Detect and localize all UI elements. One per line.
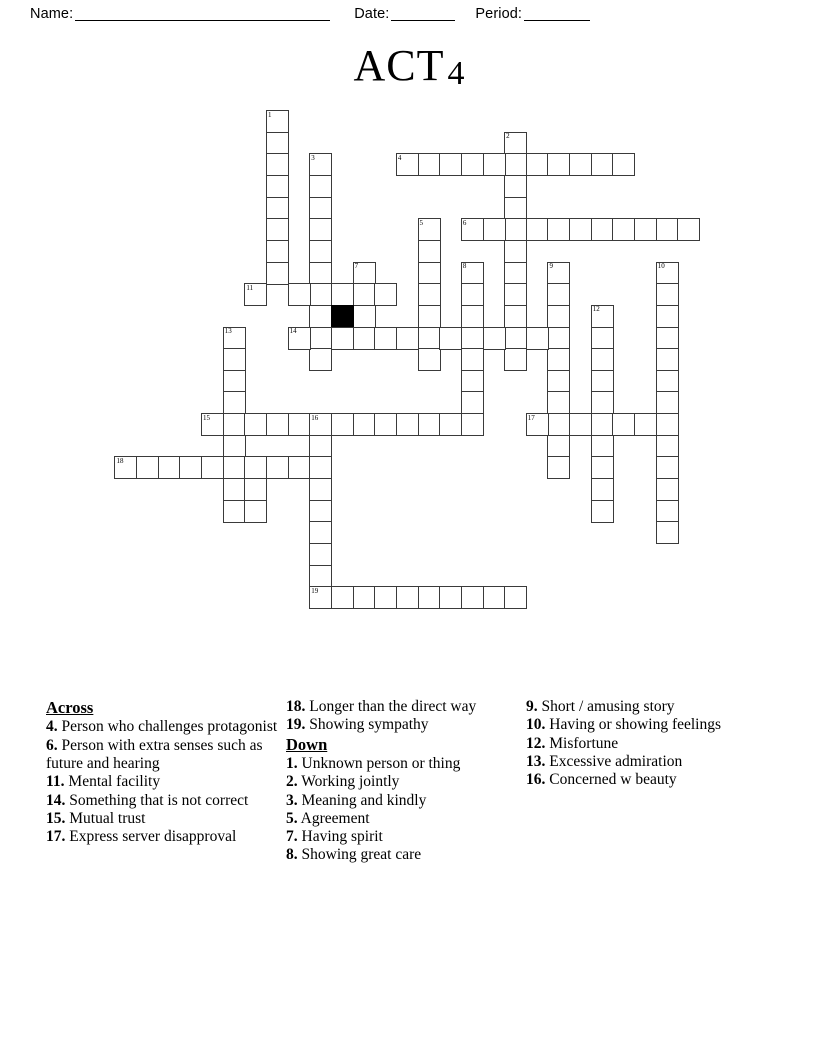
grid-cell[interactable]: [309, 456, 332, 479]
grid-cell[interactable]: [266, 197, 289, 220]
page-title-number: 4: [447, 55, 466, 92]
grid-cell[interactable]: [656, 478, 679, 501]
grid-cell[interactable]: [504, 218, 527, 241]
grid-cell[interactable]: [547, 348, 570, 371]
grid-cell[interactable]: [461, 327, 484, 350]
clue-text: Misfortune: [545, 734, 619, 752]
grid-cell[interactable]: [353, 586, 376, 609]
grid-cell[interactable]: [504, 262, 527, 285]
clue-item: [286, 828, 518, 846]
grid-cell[interactable]: [266, 413, 289, 436]
clue-item: [286, 755, 518, 773]
grid-cell[interactable]: [418, 262, 441, 285]
grid-cell[interactable]: [353, 283, 376, 306]
grid-cell[interactable]: [656, 327, 679, 350]
grid-cell-number: 10: [657, 262, 665, 271]
grid-cell[interactable]: [309, 500, 332, 523]
grid-cell[interactable]: [309, 197, 332, 220]
clue-text: Showing great care: [297, 846, 422, 864]
grid-cell[interactable]: [288, 283, 311, 306]
grid-cell[interactable]: [656, 262, 679, 285]
grid-cell-number: 19: [311, 586, 319, 595]
grid-cell[interactable]: [547, 283, 570, 306]
grid-cell[interactable]: [656, 413, 679, 436]
grid-cell-number: 5: [419, 218, 424, 227]
grid-cell-number: 18: [116, 456, 124, 465]
date-label: Date:: [354, 6, 390, 22]
grid-cell[interactable]: [461, 153, 484, 176]
clue-text: Longer than the direct way: [305, 698, 477, 715]
grid-cell[interactable]: [353, 305, 376, 328]
grid-cell[interactable]: [591, 435, 614, 458]
grid-cell[interactable]: [309, 175, 332, 198]
clue-item: [46, 810, 278, 828]
clue-text: Concerned w beauty: [545, 771, 677, 789]
grid-cell[interactable]: [591, 456, 614, 479]
grid-cell[interactable]: [396, 413, 419, 436]
grid-cell[interactable]: [656, 521, 679, 544]
grid-cell[interactable]: [504, 305, 527, 328]
clue-item: [286, 810, 518, 828]
clue-number: 19.: [286, 716, 306, 734]
grid-cell[interactable]: [526, 153, 549, 176]
grid-cell[interactable]: [526, 218, 549, 241]
grid-cell[interactable]: [396, 586, 419, 609]
grid-cell[interactable]: [656, 391, 679, 414]
grid-cell[interactable]: [309, 521, 332, 544]
grid-cell[interactable]: [223, 435, 246, 458]
grid-cell-number: 4: [397, 153, 402, 162]
clue-text: Person with extra senses such as future and hearing: [46, 736, 263, 773]
grid-cell[interactable]: [504, 327, 527, 350]
grid-cell[interactable]: [266, 240, 289, 263]
grid-cell[interactable]: [634, 218, 657, 241]
grid-cell[interactable]: [483, 327, 506, 350]
grid-cell[interactable]: [309, 435, 332, 458]
grid-cell[interactable]: [374, 327, 397, 350]
clue-section-heading: Across: [46, 698, 94, 717]
clue-text: Person who challenges protagonist: [57, 718, 278, 736]
grid-cell[interactable]: [418, 586, 441, 609]
grid-cell[interactable]: [612, 153, 635, 176]
grid-cell[interactable]: [309, 348, 332, 371]
grid-cell[interactable]: [353, 413, 376, 436]
grid-cell[interactable]: [418, 305, 441, 328]
clue-number: 10.: [526, 716, 546, 734]
grid-cell[interactable]: [374, 413, 397, 436]
clue-item: [526, 735, 766, 753]
clue-text: Unknown person or thing: [297, 755, 461, 773]
grid-cell[interactable]: [656, 370, 679, 393]
grid-cell[interactable]: [461, 305, 484, 328]
grid-cell-number: 8: [462, 262, 467, 271]
grid-cell[interactable]: [244, 413, 267, 436]
grid-cell[interactable]: [396, 153, 419, 176]
grid-cell[interactable]: [309, 565, 332, 588]
grid-cell[interactable]: [634, 413, 657, 436]
clue-number: 3.: [286, 791, 298, 809]
grid-cell[interactable]: [547, 391, 570, 414]
clue-item: [286, 773, 518, 791]
grid-cell-number: 6: [462, 218, 467, 227]
grid-cell[interactable]: [439, 327, 462, 350]
grid-cell[interactable]: [223, 370, 246, 393]
grid-cell[interactable]: [331, 283, 354, 306]
grid-cell[interactable]: [591, 391, 614, 414]
grid-cell[interactable]: [461, 218, 484, 241]
clue-number: 15.: [46, 809, 66, 827]
grid-cell[interactable]: [461, 370, 484, 393]
clue-list: [46, 698, 776, 988]
grid-cell-number: 16: [311, 413, 319, 422]
grid-cell[interactable]: [591, 478, 614, 501]
grid-cell[interactable]: [504, 586, 527, 609]
grid-cell-number: 3: [311, 153, 315, 162]
grid-cell[interactable]: [266, 262, 289, 285]
grid-cell[interactable]: [309, 478, 332, 501]
clue-section-heading: Down: [286, 734, 328, 754]
clue-number: 8.: [286, 846, 298, 864]
grid-cell[interactable]: [136, 456, 159, 479]
grid-cell[interactable]: [483, 218, 506, 241]
clue-column-1: [46, 698, 286, 846]
grid-cell[interactable]: [547, 153, 570, 176]
clue-item: [286, 698, 518, 716]
clue-item: [286, 846, 518, 864]
grid-cell[interactable]: [309, 543, 332, 566]
grid-cell[interactable]: [569, 413, 592, 436]
clue-item: [526, 716, 766, 734]
grid-cell[interactable]: [591, 327, 614, 350]
name-label: Name:: [30, 6, 74, 22]
grid-cell-number: 7: [354, 262, 359, 271]
grid-cell[interactable]: [461, 348, 484, 371]
clue-text: Meaning and kindly: [297, 791, 427, 809]
clue-number: 18.: [286, 698, 306, 715]
grid-cell[interactable]: [439, 153, 462, 176]
grid-cell-number: 12: [592, 305, 600, 314]
clue-text: Short / amusing story: [537, 698, 675, 715]
grid-cell[interactable]: [569, 218, 592, 241]
grid-cell[interactable]: [309, 327, 332, 350]
grid-cell[interactable]: [353, 327, 376, 350]
grid-cell[interactable]: [656, 456, 679, 479]
clue-text: Agreement: [297, 809, 370, 827]
grid-cell[interactable]: [418, 348, 441, 371]
grid-cell[interactable]: [309, 262, 332, 285]
grid-cell[interactable]: [309, 283, 332, 306]
grid-cell[interactable]: [591, 218, 614, 241]
grid-cell[interactable]: [547, 262, 570, 285]
grid-cell[interactable]: [288, 413, 311, 436]
grid-cell[interactable]: [504, 197, 527, 220]
grid-cell[interactable]: [309, 413, 332, 436]
clue-item: [46, 792, 278, 810]
grid-cell[interactable]: [504, 283, 527, 306]
grid-cell[interactable]: [526, 327, 549, 350]
grid-cell[interactable]: [612, 413, 635, 436]
grid-cell[interactable]: [483, 586, 506, 609]
clue-text: Express server disapproval: [65, 828, 237, 846]
clue-item: [46, 773, 278, 791]
clue-item: [46, 718, 278, 736]
clue-number: 2.: [286, 773, 298, 791]
grid-cell[interactable]: [461, 413, 484, 436]
grid-cell[interactable]: [374, 283, 397, 306]
grid-cell[interactable]: [418, 327, 441, 350]
grid-cell[interactable]: [266, 456, 289, 479]
grid-cell[interactable]: [309, 240, 332, 263]
grid-cell[interactable]: [591, 370, 614, 393]
grid-cell[interactable]: [547, 327, 570, 350]
grid-cell[interactable]: [504, 240, 527, 263]
grid-cell[interactable]: [266, 175, 289, 198]
grid-cell[interactable]: [288, 456, 311, 479]
grid-cell[interactable]: [461, 262, 484, 285]
clue-item: [46, 737, 278, 774]
grid-cell[interactable]: [547, 370, 570, 393]
grid-cell-number: 14: [289, 327, 297, 335]
grid-cell[interactable]: [504, 132, 527, 155]
clue-number: 16.: [526, 771, 546, 789]
grid-cell[interactable]: [591, 413, 614, 436]
grid-cell[interactable]: [656, 218, 679, 241]
grid-cell[interactable]: [418, 153, 441, 176]
grid-cell[interactable]: [439, 413, 462, 436]
grid-cell[interactable]: [612, 218, 635, 241]
grid-cell[interactable]: [374, 586, 397, 609]
grid-cell[interactable]: [223, 413, 246, 436]
grid-cell-number: 17: [527, 413, 535, 422]
grid-cell[interactable]: [418, 283, 441, 306]
grid-cell[interactable]: [266, 153, 289, 176]
clue-column-2: [286, 698, 526, 865]
grid-cell[interactable]: [114, 456, 137, 479]
grid-cell[interactable]: [656, 500, 679, 523]
grid-cell[interactable]: [439, 586, 462, 609]
grid-cell-number: 13: [224, 327, 232, 335]
grid-cell[interactable]: [656, 348, 679, 371]
grid-cell[interactable]: [244, 456, 267, 479]
clue-number: 11.: [46, 773, 65, 791]
grid-cell[interactable]: [591, 500, 614, 523]
grid-cell[interactable]: [244, 478, 267, 501]
clue-number: 12.: [526, 734, 546, 752]
grid-cell[interactable]: [309, 586, 332, 609]
clue-number: 1.: [286, 755, 298, 773]
grid-cell[interactable]: [223, 478, 246, 501]
grid-cell[interactable]: [223, 391, 246, 414]
clue-column-3: [526, 698, 766, 789]
clue-text: Something that is not correct: [65, 791, 249, 809]
clue-text: Excessive admiration: [545, 752, 683, 770]
clue-number: 7.: [286, 828, 298, 846]
clue-item: [286, 716, 518, 734]
grid-cell[interactable]: [396, 327, 419, 350]
grid-cell-number: 15: [203, 413, 211, 422]
grid-cell[interactable]: [569, 153, 592, 176]
clue-item: [526, 771, 766, 789]
grid-cell[interactable]: [266, 218, 289, 241]
grid-cell[interactable]: [244, 500, 267, 523]
grid-cell[interactable]: [656, 283, 679, 306]
grid-cell[interactable]: [201, 413, 224, 436]
grid-cell[interactable]: [309, 218, 332, 241]
grid-cell[interactable]: [331, 327, 354, 350]
grid-cell[interactable]: [504, 175, 527, 198]
grid-cell[interactable]: [266, 132, 289, 155]
clue-text: Mental facility: [64, 773, 161, 791]
clue-item: [526, 753, 766, 771]
grid-cell[interactable]: [418, 240, 441, 263]
clue-number: 5.: [286, 809, 298, 827]
clue-item: [46, 828, 278, 846]
clue-item: [526, 698, 766, 716]
grid-cell-number: 1: [268, 110, 272, 119]
grid-cell-number: 2: [506, 132, 510, 141]
page-title-text: ACT: [353, 41, 445, 90]
clue-text: Having spirit: [297, 828, 383, 846]
grid-cell[interactable]: [677, 218, 700, 241]
grid-cell[interactable]: [223, 348, 246, 371]
grid-cell[interactable]: [591, 348, 614, 371]
grid-cell[interactable]: [547, 413, 570, 436]
grid-cell[interactable]: [331, 586, 354, 609]
grid-cell[interactable]: [309, 153, 332, 176]
grid-cell[interactable]: [418, 413, 441, 436]
grid-cell[interactable]: [461, 283, 484, 306]
grid-cell[interactable]: [656, 305, 679, 328]
grid-cell[interactable]: [461, 586, 484, 609]
clue-number: 6.: [46, 736, 58, 754]
clue-number: 17.: [46, 828, 66, 846]
grid-cell[interactable]: [158, 456, 181, 479]
grid-cell[interactable]: [461, 391, 484, 414]
grid-cell[interactable]: [179, 456, 202, 479]
grid-cell[interactable]: [223, 500, 246, 523]
grid-cell[interactable]: [418, 218, 441, 241]
grid-cell[interactable]: [223, 327, 246, 350]
grid-cell[interactable]: [331, 413, 354, 436]
grid-cell[interactable]: [526, 413, 549, 436]
clue-text: Showing sympathy: [305, 716, 429, 734]
clue-number: 13.: [526, 752, 546, 770]
grid-cell[interactable]: [504, 348, 527, 371]
grid-cell[interactable]: [656, 435, 679, 458]
grid-cell[interactable]: [547, 218, 570, 241]
grid-cell[interactable]: [288, 327, 311, 350]
grid-cell-number: 11: [246, 283, 254, 292]
clue-number: 4.: [46, 718, 58, 736]
grid-cell[interactable]: [244, 283, 267, 306]
clue-number: 9.: [526, 698, 538, 715]
clue-text: Having or showing feelings: [545, 716, 722, 734]
grid-cell[interactable]: [591, 153, 614, 176]
clue-text: Mutual trust: [65, 809, 146, 827]
grid-cell[interactable]: [353, 262, 376, 285]
grid-cell[interactable]: [223, 456, 246, 479]
grid-cell[interactable]: [547, 456, 570, 479]
grid-cell[interactable]: [201, 456, 224, 479]
grid-cell[interactable]: [547, 305, 570, 328]
grid-cell-blocked: [331, 305, 354, 328]
grid-cell-number: 9: [549, 262, 553, 271]
grid-cell[interactable]: [266, 110, 289, 133]
grid-cell[interactable]: [504, 153, 527, 176]
period-label: Period:: [475, 6, 523, 22]
grid-cell[interactable]: [309, 305, 332, 328]
clue-item: [286, 792, 518, 810]
grid-cell[interactable]: [483, 153, 506, 176]
grid-cell[interactable]: [547, 435, 570, 458]
clue-text: Working jointly: [297, 773, 400, 791]
clue-number: 14.: [46, 791, 66, 809]
grid-cell[interactable]: [591, 305, 614, 328]
